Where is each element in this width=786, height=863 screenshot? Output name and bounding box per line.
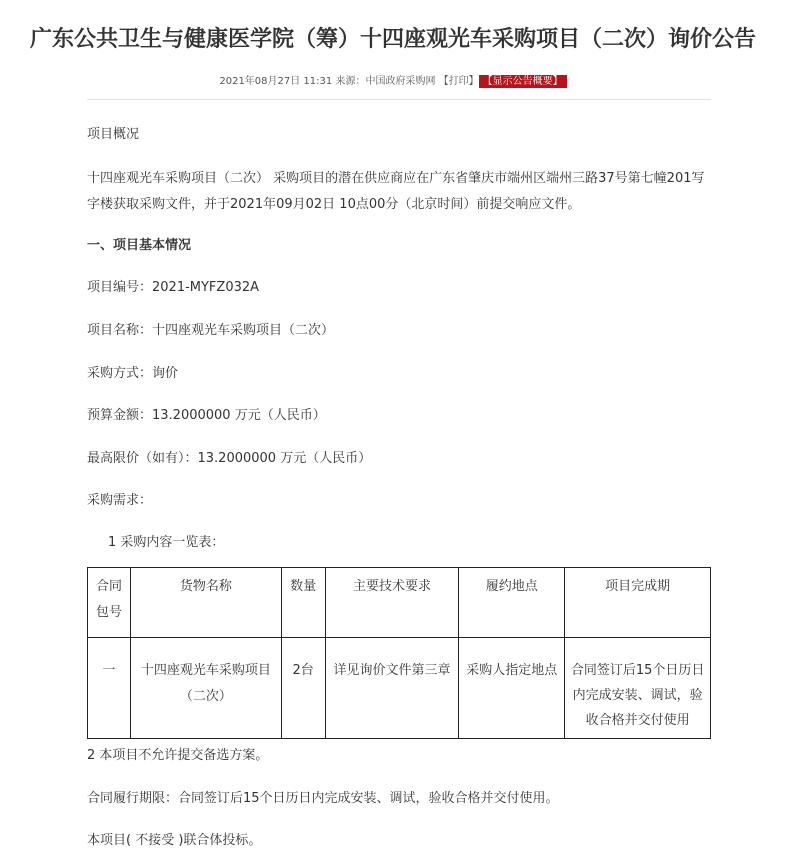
publish-date: 2021年08月27日 11:31 (219, 76, 333, 87)
project-name: 项目名称：十四座观光车采购项目（二次） (87, 323, 335, 338)
col-header-qty: 数量 (281, 568, 325, 638)
max-price: 最高限价（如有）：13.2000000 万元（人民币） (87, 451, 372, 466)
note-no-alternative: 2 本项目不允许提交备选方案。 (87, 748, 269, 763)
print-link[interactable]: 【打印】 (438, 76, 479, 87)
source-label: 来源： (335, 76, 366, 87)
col-header-lot: 合同包号 (88, 568, 131, 638)
list-heading: 1 采购内容一览表： (108, 535, 225, 550)
cell-name: 十四座观光车采购项目（二次） (130, 638, 281, 739)
table-header-row (88, 568, 711, 638)
overview-text: 十四座观光车采购项目（二次） 采购项目的潜在供应商应在广东省肇庆市端州区端州三路37号第七幢201写字楼获取采购文件，并于2021年09月02日 10点00分（北京时间）前提交响应文件。 (87, 171, 705, 212)
col-header-place: 履约地点 (459, 568, 565, 638)
overview-heading: 项目概况 (87, 127, 140, 142)
project-number: 项目编号：2021-MYFZ032A (87, 280, 260, 295)
section1-heading: 一、项目基本情况 (87, 238, 192, 253)
procurement-method: 采购方式：询价 (87, 366, 179, 381)
article-meta (0, 72, 786, 88)
cell-lot: 一 (88, 638, 131, 739)
demand-heading: 采购需求： (87, 493, 153, 508)
contract-period: 合同履行期限：合同签订后15个日历日内完成安装、调试，验收合格并交付使用。 (87, 791, 559, 806)
procurement-table (87, 567, 711, 739)
page-title: 广东公共卫生与健康医学院（筹）十四座观光车采购项目（二次）询价公告 (29, 27, 756, 52)
col-header-name: 货物名称 (130, 568, 281, 638)
cell-place: 采购人指定地点 (459, 638, 565, 739)
col-header-deadline: 项目完成期 (565, 568, 711, 638)
budget-amount: 预算金额：13.2000000 万元（人民币） (87, 408, 326, 423)
source-name: 中国政府采购网 (365, 76, 436, 87)
table-row (88, 638, 711, 739)
cell-deadline: 合同签订后15个日历日内完成安装、调试，验收合格并交付使用 (565, 638, 711, 739)
col-header-tech: 主要技术要求 (325, 568, 459, 638)
cell-tech: 详见询价文件第三章 (325, 638, 459, 739)
header-divider (87, 99, 711, 100)
show-summary-button[interactable]: 【显示公告概要】 (479, 75, 567, 88)
consortium-note: 本项目( 不接受 )联合体投标。 (87, 833, 262, 848)
cell-qty: 2台 (281, 638, 325, 739)
